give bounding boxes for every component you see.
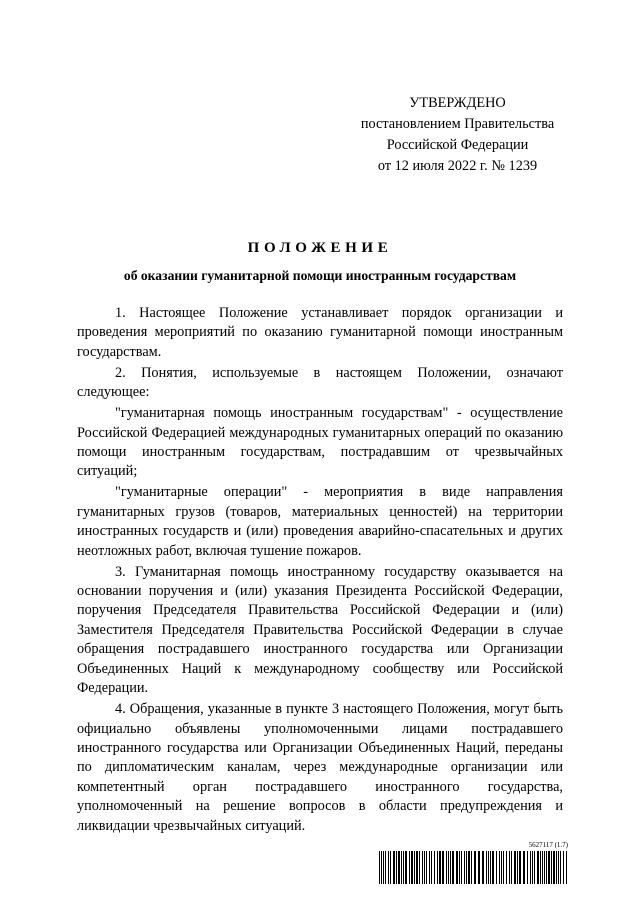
approval-block: [345, 93, 570, 177]
paragraph-definition-humanitarian-operations: "гуманитарные операции" - мероприятия в виде направления гуманитарных грузов (товаров, материальных ценностей) на территории иностранных государств и (или) проведения аварийно-спасательных и других неотложных работ, включая тушение пожаров.: [77, 484, 563, 559]
paragraph-3: 3. Гуманитарная помощь иностранному государству оказывается на основании поручения и (или) указания Президента Российской Федерации, поручения Председателя Правительства Российской Федерации и (или) Заместителя Председателя Правительства Российской Федерации в случае обращения пострадавшего иностранного государства или Организации Объединенных Наций к международному сообществу или Российской Федерации.: [77, 563, 563, 697]
paragraph-1: 1. Настоящее Положение устанавливает порядок организации и проведения мероприятий по оказанию гуманитарной помощи иностранным государствам.: [77, 305, 563, 360]
paragraph-definition-humanitarian-aid: "гуманитарная помощь иностранным государствам" - осуществление Российской Федерацией международных гуманитарных операций по оказанию помощи иностранным государствам, пострадавшим от чрезвычайных ситуаций;: [77, 405, 563, 480]
approval-country: Российской Федерации: [386, 137, 529, 153]
document-footer: [379, 841, 568, 886]
paragraph-2: 2. Понятия, используемые в настоящем Положении, означают следующее:: [77, 364, 563, 401]
approval-date-number: от 12 июля 2022 г. № 1239: [377, 158, 538, 174]
document-body: [77, 304, 563, 838]
approval-authority: постановлением Правительства: [360, 116, 555, 132]
document-title: ПОЛОЖЕНИЕ: [247, 240, 393, 256]
document-code: 5627117 (1.7): [528, 841, 568, 849]
barcode: [379, 851, 568, 884]
paragraph-4: 4. Обращения, указанные в пункте 3 настоящего Положения, могут быть официально объявлены уполномоченными лицами пострадавшего иностранного государства или Организации Объединенных Наций, переданы по дипломатическим каналам, через международные организации или компетентный орган пострадавшего иностранного государства, уполномоченный на решение вопросов в области предупреждения и ликвидации чрезвычайных ситуаций.: [77, 701, 563, 834]
approval-label: УТВЕРЖДЕНО: [409, 95, 506, 111]
document-subtitle: об оказании гуманитарной помощи иностранным государствам: [123, 268, 517, 283]
